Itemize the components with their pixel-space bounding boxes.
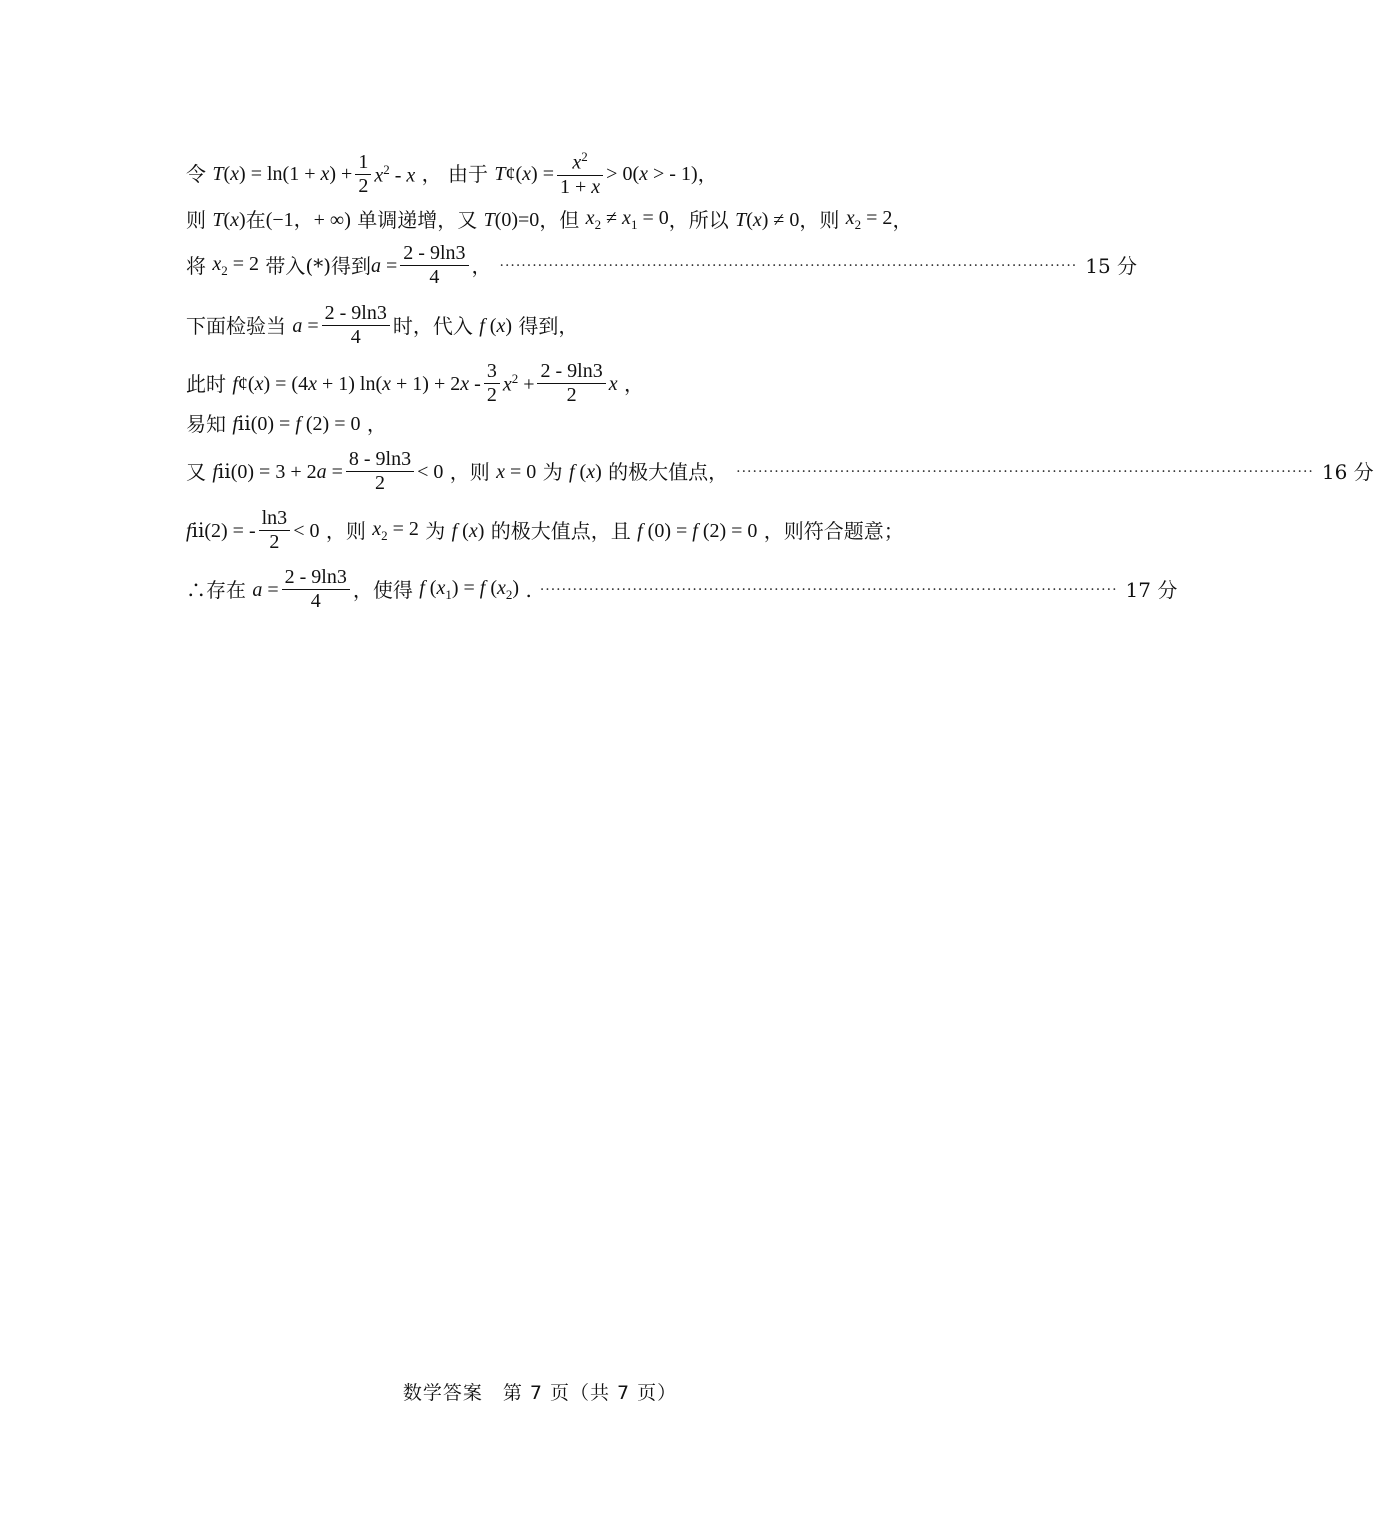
solution-line-6: 易知 fⅱ(0) = f (2) = 0 ， (186, 412, 387, 436)
leader-dots: ·········································································································· (539, 581, 1118, 598)
solution-line-1: 令 T(x) = ln(1 + x) + $\frac{1}{2}$ $x^2$ - x ， 由于 T¢(x) = $\frac{x^2}{1 + x}$ > 0(x > - 1) ， (186, 149, 718, 198)
score-16: 16 分 (1321, 459, 1374, 484)
solution-line-5: 此时 f¢(x) = (4x + 1) ln(x + 1) + 2x - $\frac{3}{2}$ $x^2$ + $\frac{2 - 9\ln 3}{2}$ x ， (186, 360, 644, 406)
solution-line-2: 则 T(x) 在 (−1，+ ∞) 单调递增，又 T(0)=0 ，但 $x_2 \ne x_1 = 0$ ，所以 T(x) ≠ 0 ，则 $x_2 = 2$ ， (186, 207, 913, 232)
solution-line-8: fⅱ(2) = - $\frac{\ln 3}{2}$ < 0 ，则 $x_2 = 2$ 为 f (x) 的极大值点，且 f (0) = f (2) = 0 ，则符合题意； (186, 507, 904, 553)
score-15: 15 分 (1085, 253, 1138, 278)
score-17: 17 分 (1125, 577, 1178, 602)
leader-dots: ·········································································································· (499, 257, 1078, 274)
page-footer: 数学答案 第 7 页（共 7 页） (402, 1382, 678, 1404)
solution-line-9: ∴存在 a = $\frac{2 - 9\ln 3}{4}$ ，使得 f $(x_1) = f$ $(x_2)$ . ·········································································································· 17 分 (186, 566, 1178, 612)
solution-line-3: 将 $x_2 = 2$ 带入(*)得到 a = $\frac{2 - 9\ln 3}{4}$ ， ·········································································································· 15 分 (186, 242, 1138, 288)
solution-line-4: 下面检验当 a = $\frac{2 - 9\ln 3}{4}$ 时，代入 f (x) 得到， (186, 302, 579, 348)
leader-dots: ·········································································································· (736, 463, 1314, 480)
solution-line-7: 又 fⅱ(0) = 3 + 2a = $\frac{8 - 9\ln 3}{2}$ < 0 ，则 x = 0 为 f (x) 的极大值点， ·········································································································· 16 分 (186, 448, 1374, 494)
